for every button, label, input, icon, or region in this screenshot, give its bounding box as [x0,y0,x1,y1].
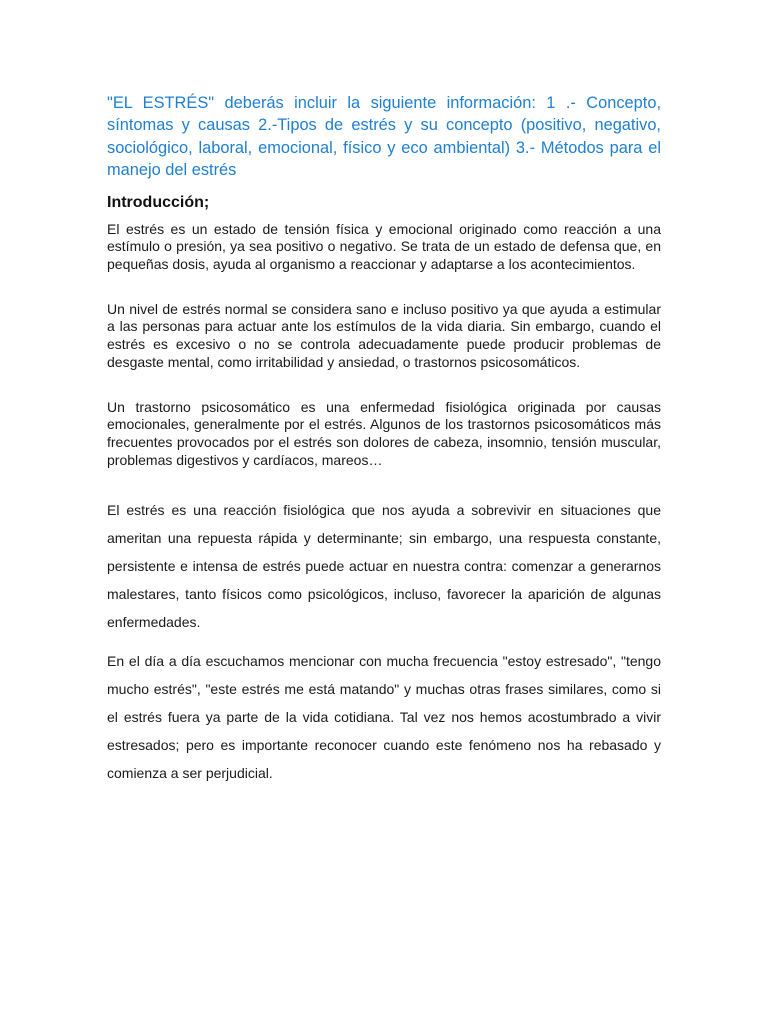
paragraph-5: En el día a día escuchamos mencionar con mucha frecuencia "estoy estresado", "tengo mucho estrés", "este estrés me está matando" y muchas otras frases similares, como si el estrés fuera ya parte de la vida cotidiana. Tal vez nos hemos acostumbrado a vivir estresados; pero es importante reconocer cuando este fenómeno nos ha rebasado y comienza a ser perjudicial. [107,653,661,781]
assignment-heading: "EL ESTRÉS" deberás incluir la siguiente información: 1 .- Concepto, síntomas y causas 2.-Tipos de estrés y su concepto (positivo, negativo, sociológico, laboral, emocional, físico y eco ambiental) 3.- Métodos para el manejo del estrés [107,94,661,180]
document-content [107,92,661,787]
paragraph-2: Un nivel de estrés normal se considera sano e incluso positivo ya que ayuda a estimular a las personas para actuar ante los estímulos de la vida diaria. Sin embargo, cuando el estrés es excesivo o no se controla adecuadamente puede producir problemas de desgaste mental, como irritabilidad y ansiedad, o trastornos psicosomáticos. [107,300,661,370]
section-title: Introducción; [107,193,210,211]
paragraph-4: El estrés es una reacción fisiológica que nos ayuda a sobrevivir en situaciones que ameritan una repuesta rápida y determinante; sin embargo, una respuesta constante, persistente e intensa de estrés puede actuar en nuestra contra: comenzar a generarnos malestares, tanto físicos como psicológicos, incluso, favorecer la aparición de algunas enfermedades. [107,502,661,630]
paragraph-1: El estrés es un estado de tensión física y emocional originado como reacción a una estímulo o presión, ya sea positivo o negativo. Se trata de un estado de defensa que, en pequeñas dosis, ayuda al organismo a reaccionar y adaptarse a los acontecimientos. [107,220,661,273]
paragraph-3: Un trastorno psicosomático es una enfermedad fisiológica originada por causas emocionales, generalmente por el estrés. Algunos de los trastornos psicosomáticos más frecuentes provocados por el estrés son dolores de cabeza, insomnio, tensión muscular, problemas digestivos y cardíacos, mareos… [107,398,661,468]
